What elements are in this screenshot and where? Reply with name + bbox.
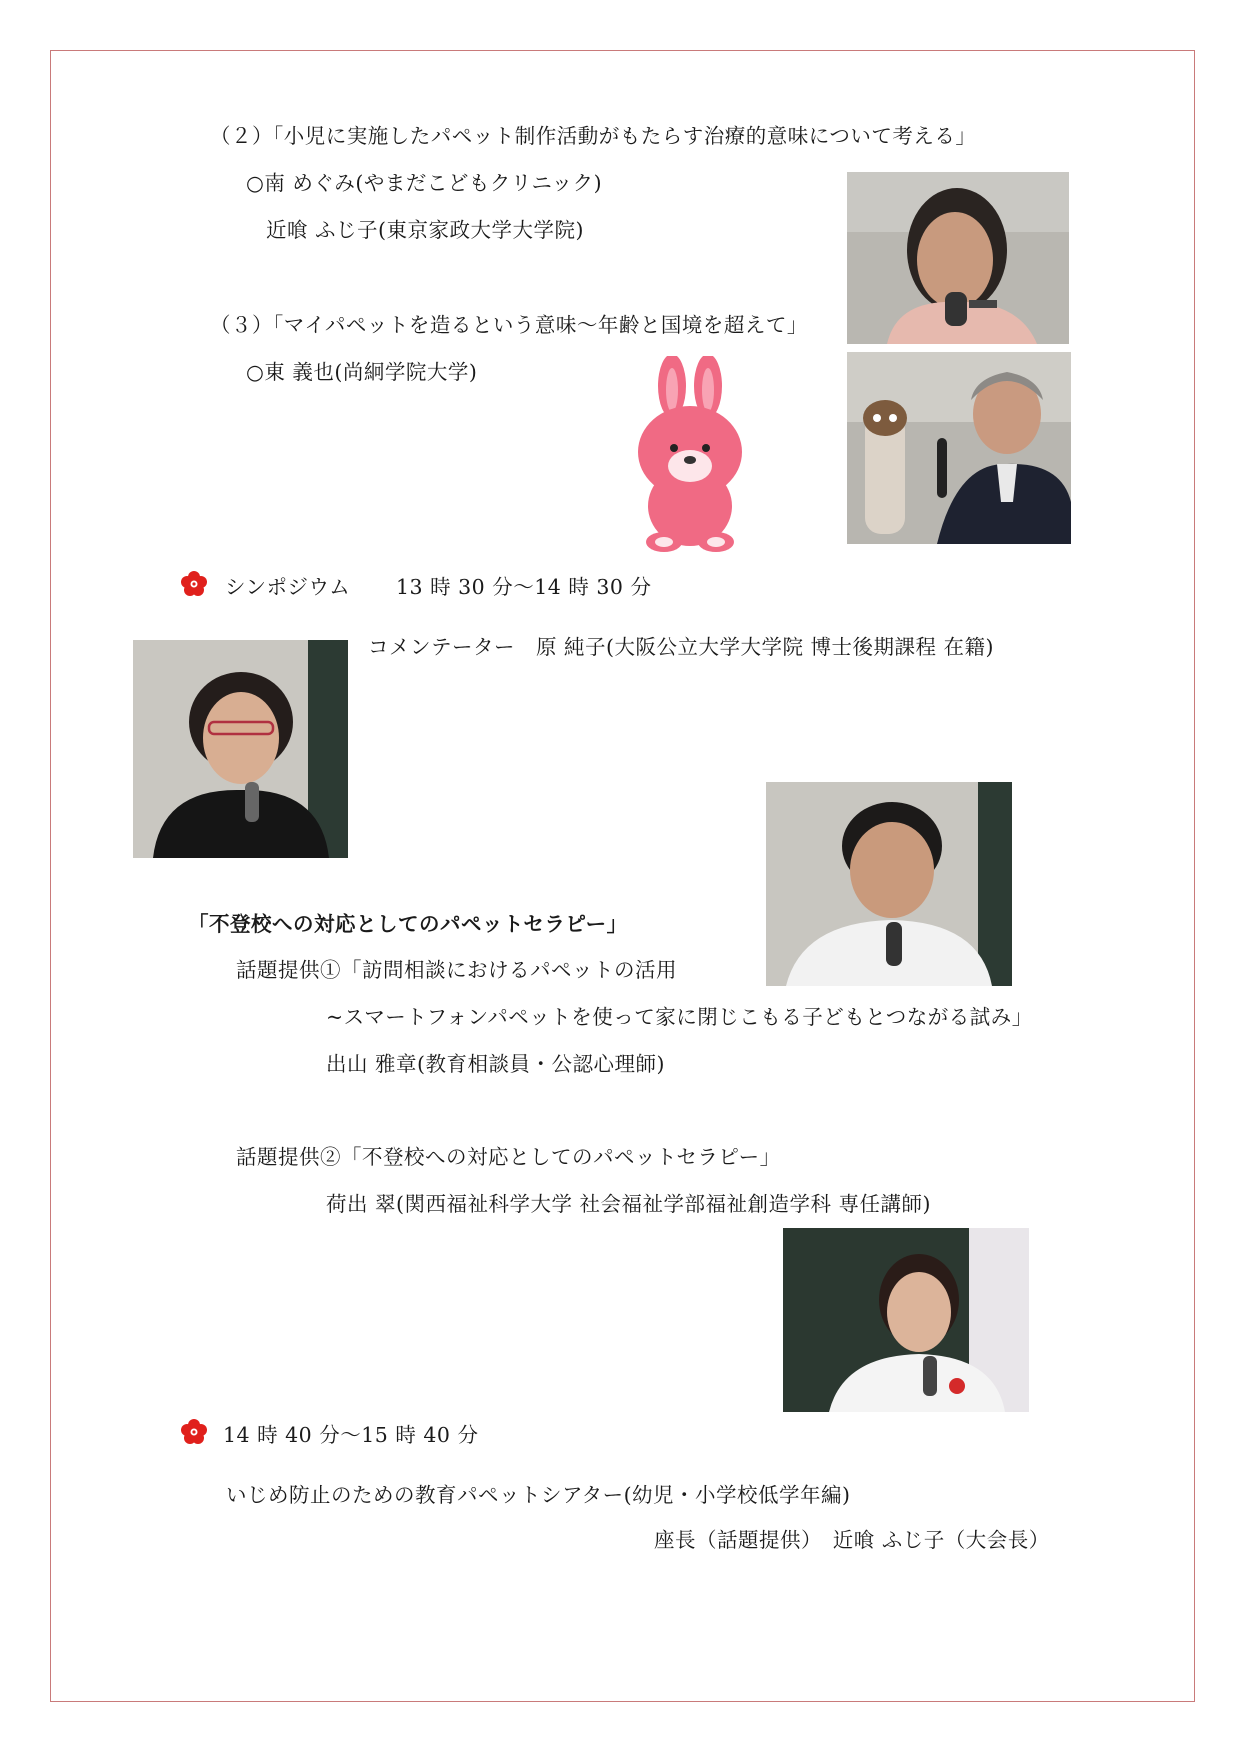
symposium-title: 「不登校への対応としてのパペットセラピー」 xyxy=(188,912,628,936)
red-flower-icon xyxy=(181,571,207,597)
topic1-presenter: 出山 雅章(教育相談員・公認心理師) xyxy=(326,1052,666,1076)
talk2-presenter-2: 近喰 ふじ子(東京家政大学大学院) xyxy=(266,218,585,242)
session3-chair: 座長（話題提供） 近喰 ふじ子（大会長） xyxy=(654,1528,1050,1552)
talk2-presenter-1: ○南 めぐみ(やまだこどもクリニック) xyxy=(246,171,603,195)
talk2-title: （２）「小児に実施したパペット制作活動がもたらす治療的意味について考える」 xyxy=(210,124,977,148)
session3-time: 14 時 40 分～15 時 40 分 xyxy=(223,1423,479,1447)
talk3-presenter: ○東 義也(尚絅学院大学) xyxy=(246,360,478,384)
commentator-photo xyxy=(133,640,348,858)
topic2-presenter: 荷出 翠(関西福祉科学大学 社会福祉学部福祉創造学科 専任講師) xyxy=(326,1192,932,1216)
talk3-title: （３）「マイパペットを造るという意味～年齢と国境を超えて」 xyxy=(210,313,808,337)
pink-bunny-illustration xyxy=(630,356,750,556)
commentator: コメンテーター 原 純子(大阪公立大学大学院 博士後期課程 在籍) xyxy=(368,635,995,659)
symposium-heading: シンポジウム xyxy=(225,575,351,599)
symposium-time: 13 時 30 分～14 時 30 分 xyxy=(396,575,652,599)
speaker-photo-higashi xyxy=(847,352,1071,544)
speaker-photo-minami xyxy=(847,172,1069,344)
topic1-label: 話題提供①「訪問相談におけるパペットの活用 xyxy=(236,958,677,982)
topic1-subtitle: ~スマートフォンパペットを使って家に閉じこもる子どもとつながる試み」 xyxy=(326,1005,1033,1029)
topic2-label: 話題提供②「不登校への対応としてのパペットセラピー」 xyxy=(236,1145,781,1169)
speaker-photo-deyama xyxy=(766,782,1012,986)
speaker-photo-nide xyxy=(783,1228,1029,1412)
red-flower-icon xyxy=(181,1419,207,1445)
session3-title: いじめ防止のための教育パペットシアター(幼児・小学校低学年編) xyxy=(226,1483,851,1507)
